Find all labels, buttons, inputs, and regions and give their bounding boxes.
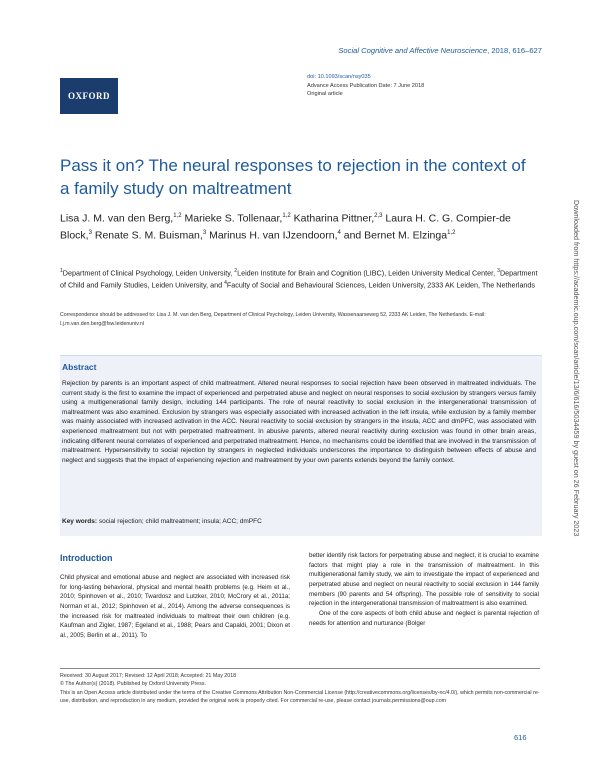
affiliation-text: Faculty of Social and Behavioural Sciences, Leiden University, 2333 AK Leiden, The Netherlands [226, 280, 536, 290]
article-type: Original article [307, 91, 343, 98]
article-title: Pass it on? The neural responses to rejection in the context of a family study on maltreatment [60, 156, 526, 198]
author-affiliation-marker: 2,3 [374, 213, 383, 219]
introduction-paragraph-2: One of the core aspects of both child abuse and neglect is parental rejection of needs for attention and nurturance (Bolger [309, 609, 539, 627]
introduction-paragraph: Child physical and emotional abuse and neglect are associated with increased risk for long-lasting behavioral, physical and mental health problems (e.g. Heim et al., 2010; Spinhoven et al., 2010; Twardosz and Lutzker, 2010; McCrory et al., 2011a; Norman et al., 2012; Spinhoven et al., 2014). Among the adverse consequences is the increased risk for maltreated individuals to maltreat their own children (e.g. Kaufman and Zigler, 1987; Egeland et al., 1988; Pears and Capaldi, 2001; Dixon et al., 2005; Berlin et al., 2011). To [60, 574, 290, 639]
introduction-heading: Introduction [60, 553, 113, 563]
footer-divider [60, 668, 540, 669]
introduction-paragraph-continued: better identify risk factors for perpetrating abuse and neglect, it is crucial to examine factors that might play a role in the transmission of maltreatment. In this multigenerational family study, we aim to investigate the impact of experienced and perpetrated abuse and neglect on neural reactivity to social exclusion in 144 family members (90 parents and 54 offspring). The possible role of sensitivity to social rejection in the intergenerational transmission of maltreatment is also examined. [309, 552, 539, 608]
author-name: Katharina Pittner, [290, 212, 375, 225]
author-affiliation-marker: 4 [337, 229, 341, 236]
download-sidebar [569, 200, 583, 760]
affiliation-marker: 2 [234, 268, 238, 274]
author-affiliation-marker: 1,2 [173, 213, 182, 219]
journal-citation [338, 46, 542, 55]
footer-notes [60, 672, 540, 706]
introduction-left-column [60, 573, 290, 641]
author-name: Renate S. M. Buisman, [91, 229, 203, 241]
author-name: Lisa J. M. van den Berg, [60, 212, 174, 225]
abstract-text: Rejection by parents is an important aspect of child maltreatment. Altered neural responses to social rejection have been observed in maltreated individuals. The current study is the first to examine the impact of experienced and perpetrated abuse and neglect on neural responses to social exclusion by strangers versus family using a multigenerational family design, including 144 participants. The role of neural reactivity to social exclusion in the intergenerational transmission of maltreatment was also examined. Exclusion by strangers was especially associated with increased activation in the left insula, while exclusion by a family member was mainly associated with increased activation in the ACC. Neural reactivity to social exclusion by strangers in the insula, ACC and dmPFC, was associated with experienced maltreatment but not with perpetrated maltreatment. In abusive parents, altered neural reactivity during exclusion was found in other brain areas, indicating different neural correlates of experienced and perpetrated maltreatment. Hence, no mechanisms could be identified that are involved in the transmission of maltreatment. Hypersensitivity to social rejection by strangers in neglected individuals underscores the importance to distinguish between effects of abuse and neglect and suggests that the impact of experiencing rejection and maltreatment by your own parents extends beyond the family context. [62, 380, 536, 464]
license-text: This is an Open Access article distributed under the terms of the Creative Commons Attribution Non-Commercial License (http://creativecommons.org/licenses/by-nc/4.0/), which permits non-commercial re-use, distribution, and reproduction in any medium, provided the original work is properly cited. For commercial re-use, please contact journals.permissions@oup.com [60, 689, 540, 705]
keywords-label: Key words: [62, 518, 98, 525]
keywords-list: social rejection; child maltreatment; insula; ACC; dmPFC [97, 518, 262, 525]
affiliation-text: Leiden Institute for Brain and Cognition (LIBC), Leiden University Medical Center, [237, 268, 498, 278]
affiliation-marker: 4 [224, 280, 227, 287]
journal-name[interactable]: Social Cognitive and Affective Neuroscience [338, 46, 488, 55]
doi-block [307, 73, 424, 99]
affiliation-text: Department of Clinical Psychology, Leiden University, [62, 268, 235, 278]
advance-access-date: Advance Access Publication Date: 7 June 2018 [307, 82, 425, 89]
abstract-heading: Abstract [62, 362, 97, 372]
author-name: Marieke S. Tollenaar, [181, 212, 283, 225]
download-note: Downloaded from https://academic.oup.com/scan/article/13/6/616/5034459 by guest on 26 February 2023 [572, 200, 581, 537]
author-affiliation-marker: 1,2 [447, 229, 456, 236]
oxford-logo: OXFORD [60, 78, 118, 114]
page-number: 616 [514, 733, 527, 742]
journal-pages: , 2018, 616–627 [487, 46, 542, 55]
copyright-line: © The Author(s) (2018). Published by Oxford University Press. [60, 681, 206, 688]
received-dates: Received: 30 August 2017; Revised: 12 April 2018; Accepted: 21 May 2018 [60, 673, 237, 679]
doi-link[interactable]: doi: 10.1093/scan/nsy035 [307, 74, 371, 80]
affiliation-marker: 3 [497, 268, 500, 274]
author-name: and Bernet M. Elzinga [340, 229, 448, 241]
introduction-right-column [309, 551, 539, 628]
affiliation-marker: 1 [60, 268, 63, 274]
author-affiliation-marker: 3 [88, 229, 92, 236]
author-name: Laura H. C. G. Compier-de Block, [60, 212, 511, 241]
keywords [62, 518, 536, 525]
affiliation-text: Department of Child and Family Studies, Leiden University, and [60, 268, 538, 290]
correspondence-note: Correspondence should be addressed to: Lisa J. M. van den Berg, Department of Clinical Psychology, Leiden University, Wassenaarseweg 52, 2333 AK Leiden, The Netherlands. E-mail: l.j.m.van.den.berg@fsw.leidenuniv.nl [60, 312, 486, 327]
affiliations [60, 266, 538, 291]
author-list [60, 209, 530, 242]
author-affiliation-marker: 1,2 [282, 213, 291, 219]
author-affiliation-marker: 3 [202, 229, 207, 236]
author-name: Marinus H. van IJzendoorn, [206, 229, 338, 241]
